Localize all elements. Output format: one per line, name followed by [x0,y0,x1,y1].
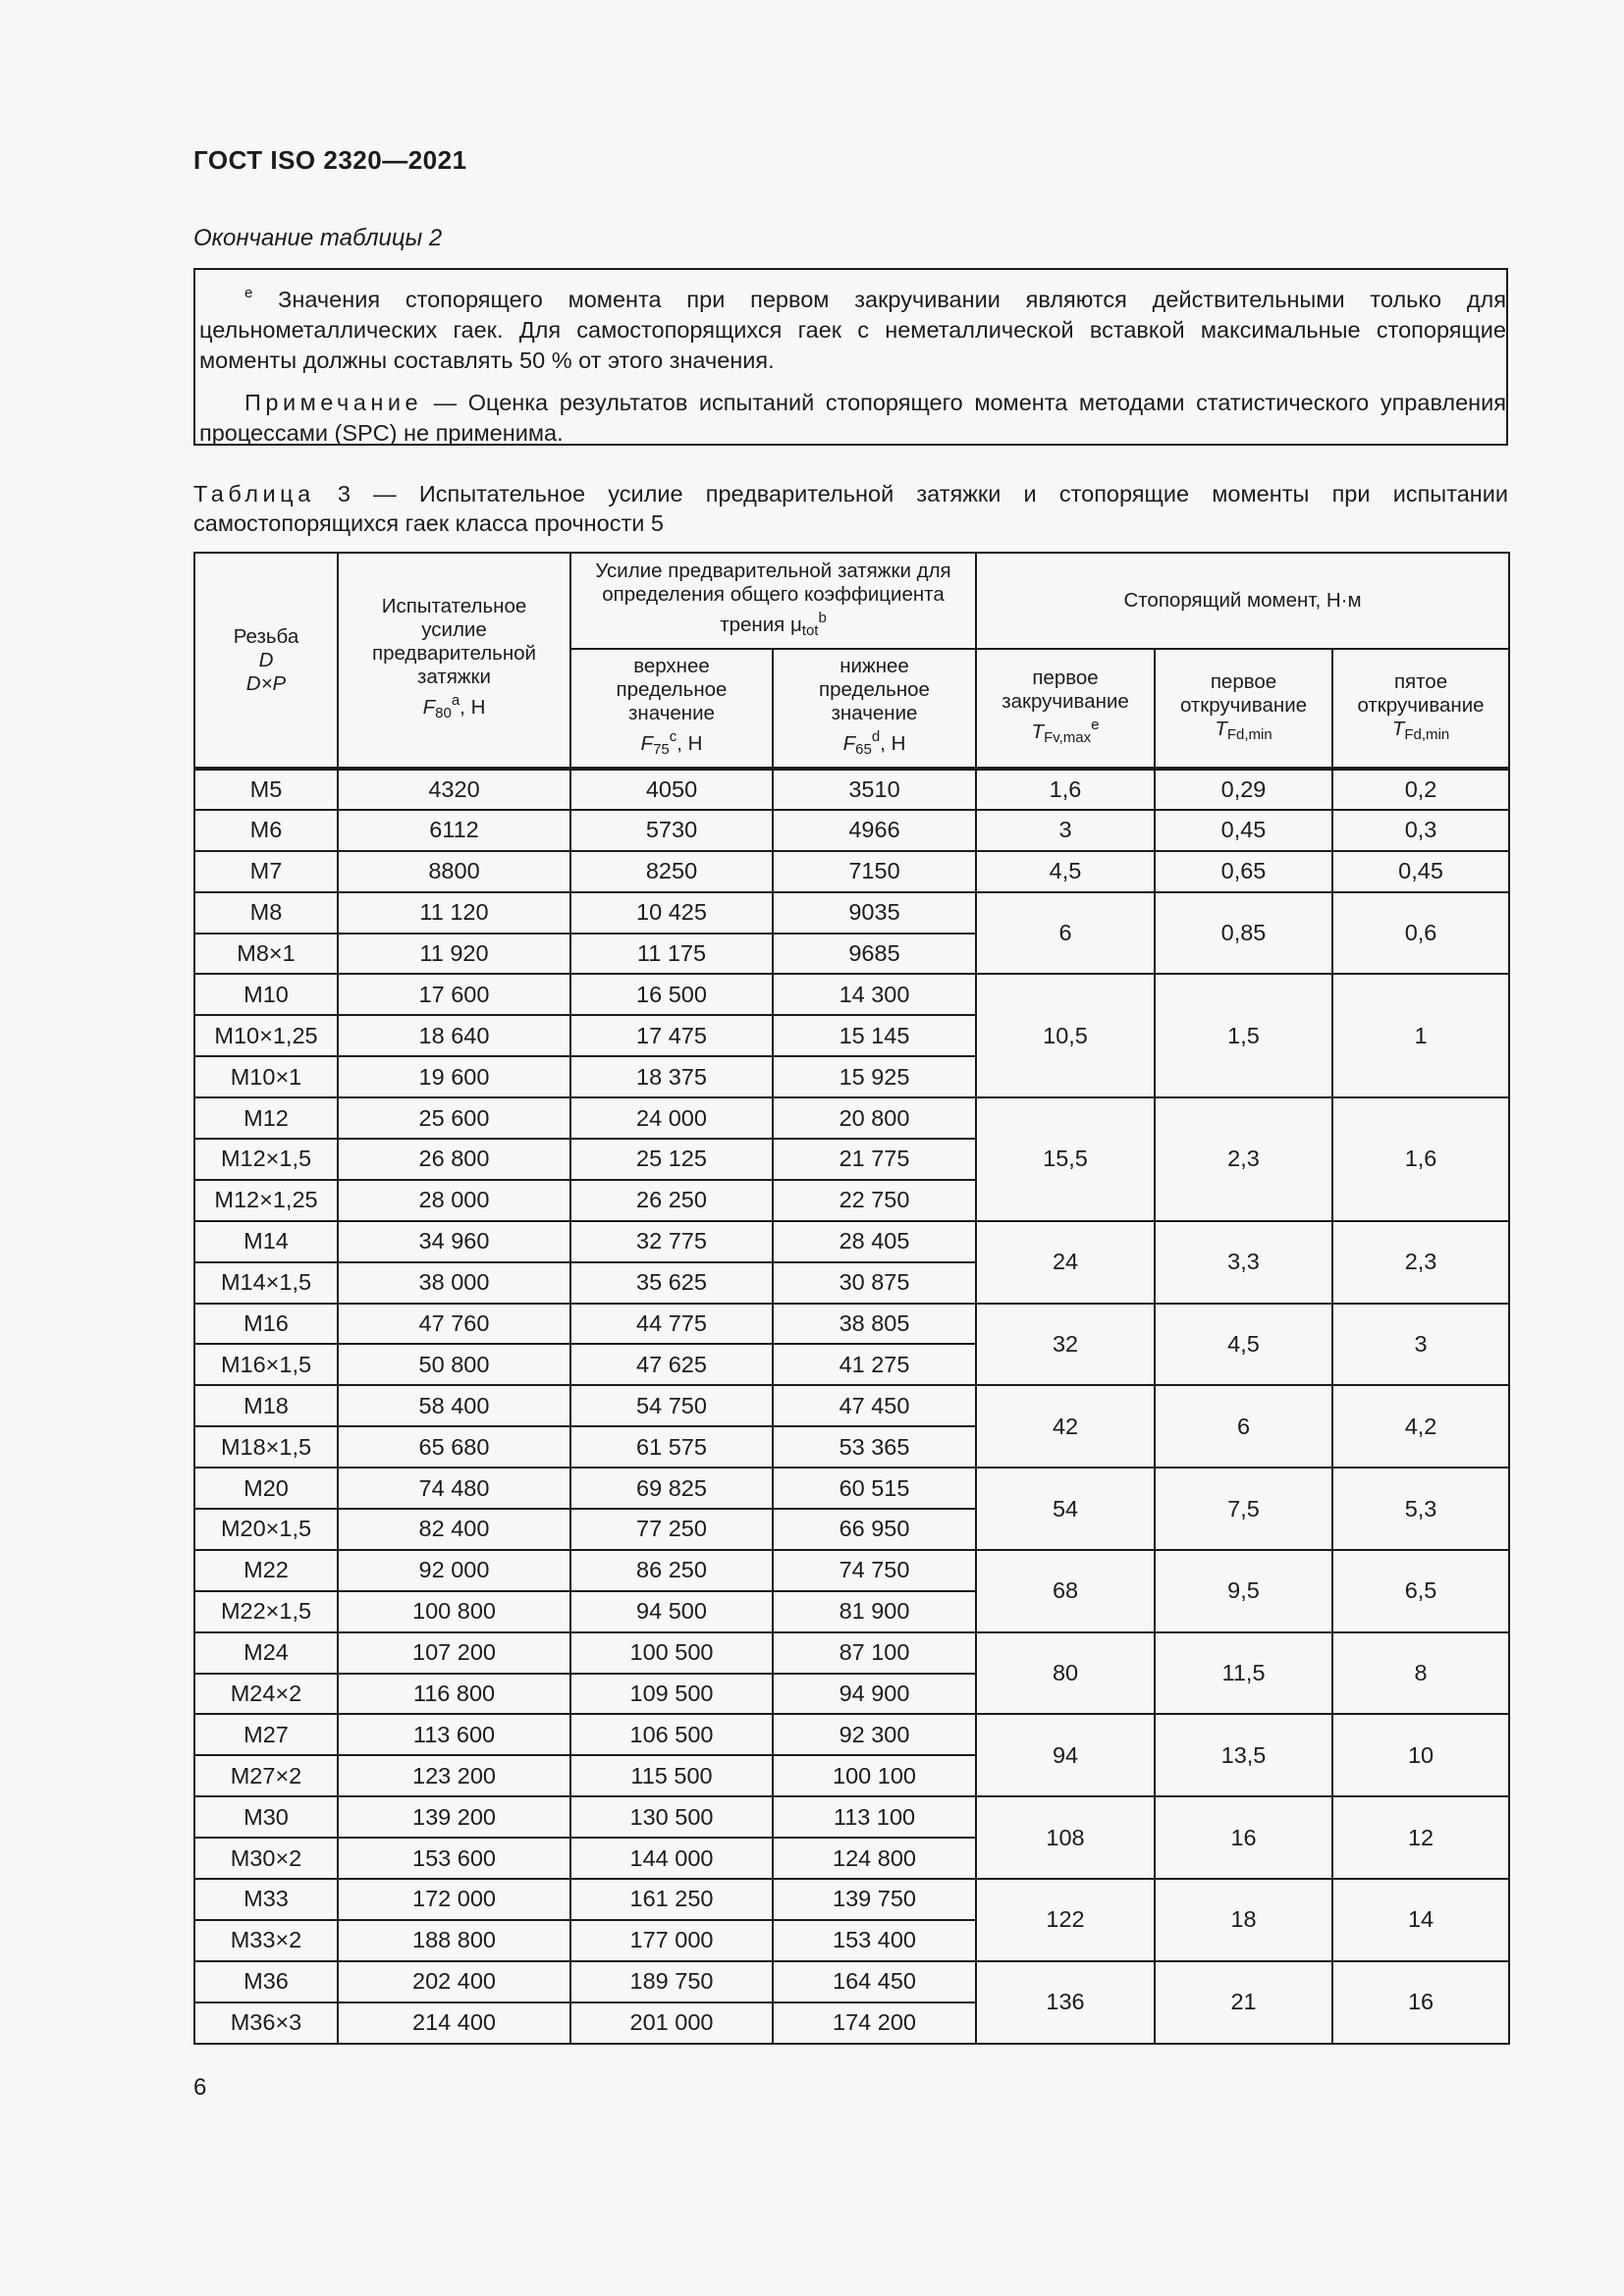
cell-fifth-loosening: 10 [1332,1714,1509,1796]
table-row [194,1221,1509,1262]
header-lower-text: нижнее предельное значение [819,655,930,724]
header-first-tightening-text: первое закручивание [1001,667,1129,713]
cell-upper: 69 825 [570,1468,773,1509]
table-caption [193,479,1508,538]
cell-upper: 5730 [570,810,773,851]
cell-first-tightening: 24 [976,1221,1155,1304]
cell-first-loosening: 0,29 [1155,769,1332,810]
cell-lower: 74 750 [773,1550,976,1591]
cell-first-tightening: 42 [976,1385,1155,1468]
cell-lower: 15 925 [773,1056,976,1097]
cell-upper: 18 375 [570,1056,773,1097]
cell-first-tightening: 1,6 [976,769,1155,810]
cell-test-force: 58 400 [338,1385,570,1426]
header-lower [773,649,976,769]
cell-first-loosening: 7,5 [1155,1468,1332,1550]
cell-test-force: 202 400 [338,1961,570,2002]
header-upper-unit: , Н [677,732,703,755]
cell-first-tightening: 122 [976,1879,1155,1961]
cell-upper: 106 500 [570,1714,773,1755]
cell-lower: 124 800 [773,1838,976,1879]
cell-fifth-loosening: 0,2 [1332,769,1509,810]
cell-thread: M36×3 [194,2002,338,2044]
cell-first-loosening: 21 [1155,1961,1332,2044]
cell-lower: 92 300 [773,1714,976,1755]
header-fifth-loosening-sub: Fd,min [1404,725,1450,743]
cell-upper: 44 775 [570,1304,773,1345]
cell-first-loosening: 18 [1155,1879,1332,1961]
table-row [194,1796,1509,1838]
cell-lower: 14 300 [773,974,976,1015]
cell-upper: 77 250 [570,1509,773,1550]
cell-fifth-loosening: 3 [1332,1304,1509,1386]
cell-thread: M12 [194,1097,338,1139]
table-continuation-label: Окончание таблицы 2 [193,225,443,251]
cell-lower: 28 405 [773,1221,976,1262]
cell-fifth-loosening: 4,2 [1332,1385,1509,1468]
cell-first-tightening: 54 [976,1468,1155,1550]
cell-thread: M20×1,5 [194,1509,338,1550]
cell-fifth-loosening: 0,3 [1332,810,1509,851]
cell-thread: M22×1,5 [194,1591,338,1632]
cell-first-loosening: 3,3 [1155,1221,1332,1304]
header-thread-dxp: D×P [245,671,287,695]
cell-first-loosening: 2,3 [1155,1097,1332,1221]
cell-thread: M10×1 [194,1056,338,1097]
header-test-force-unit: , Н [460,696,486,719]
document-header: ГОСТ ISO 2320—2021 [193,145,467,175]
cell-thread: M36 [194,1961,338,2002]
cell-first-tightening: 80 [976,1632,1155,1715]
cell-test-force: 65 680 [338,1426,570,1468]
cell-test-force: 38 000 [338,1262,570,1304]
header-thread-d: D [258,648,274,671]
header-lower-symbol: F [842,732,856,755]
header-test-force-symbol: F [422,696,436,719]
cell-thread: M24 [194,1632,338,1674]
cell-thread: M10×1,25 [194,1015,338,1056]
cell-test-force: 188 800 [338,1920,570,1961]
cell-test-force: 19 600 [338,1056,570,1097]
header-upper-sup: c [669,728,677,745]
cell-upper: 8250 [570,851,773,892]
cell-test-force: 18 640 [338,1015,570,1056]
footnote-text: Значения стопорящего момента при первом закручивании являются действительными только для цельнометаллических гаек. Для самостопорящихся гаек с неметаллической вставкой максимальные стопорящие моменты должны составлять 50 % от этого значения. [199,287,1506,373]
cell-thread: M7 [194,851,338,892]
cell-lower: 9035 [773,892,976,934]
cell-test-force: 11 120 [338,892,570,934]
cell-thread: M22 [194,1550,338,1591]
cell-fifth-loosening: 14 [1332,1879,1509,1961]
cell-test-force: 139 200 [338,1796,570,1838]
header-test-force-sub: 80 [435,705,452,721]
header-thread [194,553,338,769]
cell-test-force: 26 800 [338,1139,570,1180]
table-row [194,810,1509,851]
cell-fifth-loosening: 1,6 [1332,1097,1509,1221]
cell-test-force: 116 800 [338,1674,570,1715]
table-row [194,1468,1509,1509]
table-row [194,1961,1509,2002]
table-row [194,1385,1509,1426]
cell-test-force: 107 200 [338,1632,570,1674]
cell-first-loosening: 0,65 [1155,851,1332,892]
header-fifth-loosening [1332,649,1509,769]
cell-thread: M30×2 [194,1838,338,1879]
cell-first-tightening: 136 [976,1961,1155,2044]
cell-upper: 16 500 [570,974,773,1015]
cell-test-force: 25 600 [338,1097,570,1139]
cell-test-force: 50 800 [338,1344,570,1385]
cell-first-tightening: 94 [976,1714,1155,1796]
cell-fifth-loosening: 0,6 [1332,892,1509,975]
header-upper-sub: 75 [653,741,670,758]
note-label: Примечание [244,390,423,415]
cell-upper: 26 250 [570,1180,773,1221]
caption-label: Таблица [193,481,315,507]
cell-lower: 94 900 [773,1674,976,1715]
cell-fifth-loosening: 16 [1332,1961,1509,2044]
cell-test-force: 47 760 [338,1304,570,1345]
header-torque-group: Стопорящий момент, Н·м [976,553,1509,649]
cell-first-tightening: 3 [976,810,1155,851]
cell-thread: M14×1,5 [194,1262,338,1304]
cell-thread: M18 [194,1385,338,1426]
cell-first-tightening: 4,5 [976,851,1155,892]
cell-thread: M16 [194,1304,338,1345]
table-row [194,974,1509,1015]
cell-thread: M20 [194,1468,338,1509]
cell-first-loosening: 1,5 [1155,974,1332,1097]
cell-first-tightening: 108 [976,1796,1155,1879]
cell-first-loosening: 4,5 [1155,1304,1332,1386]
cell-lower: 7150 [773,851,976,892]
cell-first-loosening: 13,5 [1155,1714,1332,1796]
header-preload-sup: b [818,609,827,626]
cell-lower: 153 400 [773,1920,976,1961]
data-table [193,552,1510,2045]
cell-lower: 30 875 [773,1262,976,1304]
cell-test-force: 153 600 [338,1838,570,1879]
cell-test-force: 92 000 [338,1550,570,1591]
cell-upper: 11 175 [570,934,773,975]
cell-upper: 17 475 [570,1015,773,1056]
cell-lower: 3510 [773,769,976,810]
cell-fifth-loosening: 1 [1332,974,1509,1097]
cell-upper: 25 125 [570,1139,773,1180]
cell-first-loosening: 11,5 [1155,1632,1332,1715]
header-test-force [338,553,570,769]
cell-lower: 38 805 [773,1304,976,1345]
header-preload-group [570,553,976,649]
cell-thread: M18×1,5 [194,1426,338,1468]
cell-upper: 161 250 [570,1879,773,1920]
header-upper-symbol: F [640,732,654,755]
header-first-tightening-sub: Fv,max [1044,729,1092,746]
cell-thread: M5 [194,769,338,810]
header-first-tightening [976,649,1155,769]
cell-test-force: 123 200 [338,1755,570,1796]
cell-fifth-loosening: 0,45 [1332,851,1509,892]
header-first-loosening-symbol: T [1215,717,1227,740]
cell-thread: M10 [194,974,338,1015]
header-first-loosening-sub: Fd,min [1226,725,1272,743]
header-lower-sub: 65 [855,741,872,758]
cell-upper: 47 625 [570,1344,773,1385]
cell-upper: 10 425 [570,892,773,934]
header-preload-sub: tot [801,621,819,639]
cell-thread: M12×1,5 [194,1139,338,1180]
cell-fifth-loosening: 5,3 [1332,1468,1509,1550]
cell-upper: 100 500 [570,1632,773,1674]
cell-test-force: 6112 [338,810,570,851]
cell-test-force: 11 920 [338,934,570,975]
cell-thread: M27 [194,1714,338,1755]
footnote-e [199,278,1506,376]
cell-fifth-loosening: 2,3 [1332,1221,1509,1304]
caption-text: 3 — Испытательное усилие предварительной затяжки и стопорящие моменты при испытании самостопорящихся гаек класса прочности 5 [193,481,1508,536]
cell-fifth-loosening: 12 [1332,1796,1509,1879]
cell-lower: 66 950 [773,1509,976,1550]
cell-test-force: 74 480 [338,1468,570,1509]
header-first-tightening-sup: e [1091,717,1100,733]
cell-thread: M6 [194,810,338,851]
cell-upper: 177 000 [570,1920,773,1961]
cell-lower: 4966 [773,810,976,851]
cell-upper: 115 500 [570,1755,773,1796]
cell-test-force: 82 400 [338,1509,570,1550]
cell-upper: 24 000 [570,1097,773,1139]
cell-first-tightening: 15,5 [976,1097,1155,1221]
cell-thread: M12×1,25 [194,1180,338,1221]
cell-test-force: 4320 [338,769,570,810]
cell-lower: 60 515 [773,1468,976,1509]
cell-first-loosening: 16 [1155,1796,1332,1879]
cell-thread: M27×2 [194,1755,338,1796]
cell-test-force: 8800 [338,851,570,892]
header-upper [570,649,773,769]
cell-lower: 164 450 [773,1961,976,2002]
cell-thread: M30 [194,1796,338,1838]
cell-thread: M33 [194,1879,338,1920]
header-first-loosening [1155,649,1332,769]
cell-lower: 113 100 [773,1796,976,1838]
table-row [194,1632,1509,1674]
cell-thread: M24×2 [194,1674,338,1715]
cell-lower: 22 750 [773,1180,976,1221]
table-row [194,1097,1509,1139]
header-preload-text: Усилие предварительной затяжки для определения общего коэффициента трения μ [595,559,951,636]
cell-lower: 81 900 [773,1591,976,1632]
cell-upper: 189 750 [570,1961,773,2002]
cell-first-loosening: 6 [1155,1385,1332,1468]
footnote-box [193,268,1508,446]
cell-thread: M16×1,5 [194,1344,338,1385]
cell-thread: M8 [194,892,338,934]
cell-upper: 130 500 [570,1796,773,1838]
header-upper-text: верхнее предельное значение [616,655,728,724]
cell-test-force: 214 400 [338,2002,570,2044]
cell-upper: 54 750 [570,1385,773,1426]
cell-upper: 32 775 [570,1221,773,1262]
cell-test-force: 17 600 [338,974,570,1015]
cell-upper: 144 000 [570,1838,773,1879]
cell-lower: 174 200 [773,2002,976,2044]
header-first-tightening-symbol: T [1031,721,1045,743]
table-row [194,1550,1509,1591]
table-row [194,892,1509,934]
cell-lower: 41 275 [773,1344,976,1385]
cell-thread: M14 [194,1221,338,1262]
header-lower-sup: d [871,728,881,745]
cell-thread: M8×1 [194,934,338,975]
page-number: 6 [193,2074,207,2101]
header-fifth-loosening-text: пятое откручивание [1357,669,1485,717]
header-test-force-text: Испытательное усилие предварительной затяжки [371,595,537,688]
cell-first-loosening: 0,45 [1155,810,1332,851]
cell-upper: 201 000 [570,2002,773,2044]
table-row [194,1879,1509,1920]
cell-thread: M33×2 [194,1920,338,1961]
cell-lower: 139 750 [773,1879,976,1920]
cell-test-force: 34 960 [338,1221,570,1262]
table-row [194,769,1509,810]
header-fifth-loosening-symbol: T [1391,717,1405,740]
cell-upper: 109 500 [570,1674,773,1715]
table-note [199,388,1506,449]
cell-first-tightening: 68 [976,1550,1155,1632]
cell-upper: 4050 [570,769,773,810]
footnote-marker: e [244,285,253,301]
cell-test-force: 172 000 [338,1879,570,1920]
cell-lower: 15 145 [773,1015,976,1056]
cell-upper: 35 625 [570,1262,773,1304]
header-first-loosening-text: первое откручивание [1179,669,1308,717]
cell-fifth-loosening: 6,5 [1332,1550,1509,1632]
cell-lower: 21 775 [773,1139,976,1180]
cell-lower: 20 800 [773,1097,976,1139]
cell-upper: 61 575 [570,1426,773,1468]
cell-lower: 53 365 [773,1426,976,1468]
cell-first-tightening: 32 [976,1304,1155,1386]
note-text: — Оценка результатов испытаний стопорящего момента методами статистического управления процессами (SPC) не применима. [199,390,1506,446]
cell-lower: 87 100 [773,1632,976,1674]
table-body [194,769,1509,2044]
cell-upper: 94 500 [570,1591,773,1632]
cell-test-force: 28 000 [338,1180,570,1221]
cell-fifth-loosening: 8 [1332,1632,1509,1715]
cell-test-force: 113 600 [338,1714,570,1755]
header-thread-label: Резьба [233,624,299,648]
header-lower-unit: , Н [880,732,906,755]
cell-upper: 86 250 [570,1550,773,1591]
cell-first-loosening: 9,5 [1155,1550,1332,1632]
table-row [194,851,1509,892]
cell-first-loosening: 0,85 [1155,892,1332,975]
header-test-force-sup: a [451,692,460,709]
table-row [194,1714,1509,1755]
cell-test-force: 100 800 [338,1591,570,1632]
cell-lower: 47 450 [773,1385,976,1426]
cell-first-tightening: 10,5 [976,974,1155,1097]
cell-first-tightening: 6 [976,892,1155,975]
cell-lower: 9685 [773,934,976,975]
table-row [194,1304,1509,1345]
cell-lower: 100 100 [773,1755,976,1796]
